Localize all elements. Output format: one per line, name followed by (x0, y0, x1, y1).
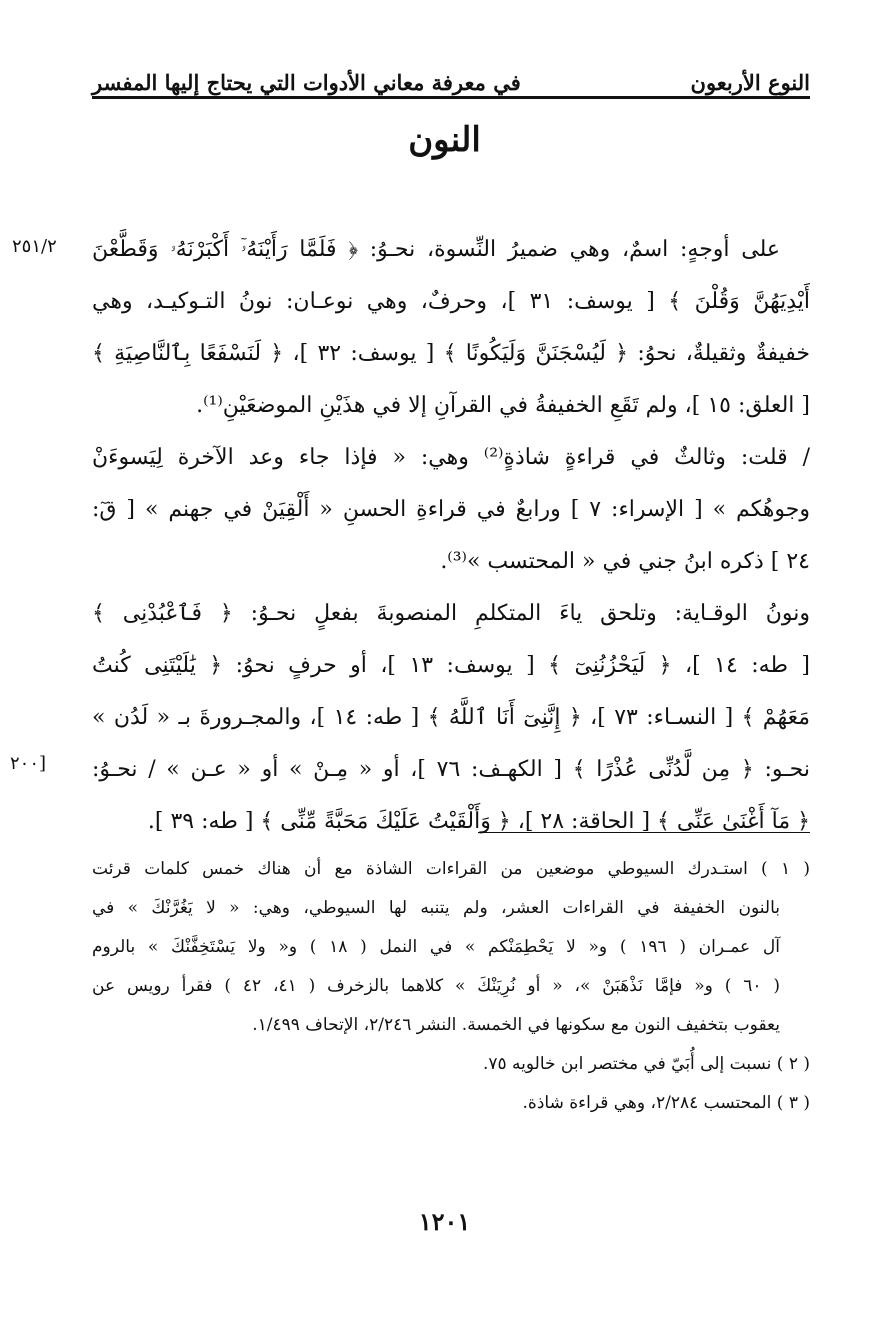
body-text (92, 224, 810, 848)
body-line: نحـو: ﴿ مِن لَّدُنِّى عُذْرًا ﴾ [ الكهـف: ٧٦ ]، أو « مِـنْ » أو « عـن » / نحـوُ: (92, 757, 810, 782)
running-header (92, 55, 810, 95)
chapter-title: النون (408, 120, 481, 160)
body-line: وجوهُكم » [ الإسراء: ٧ ] ورابعٌ في قراءةِ الحسنِ « أَلْقِيَنْ في جهنم » [ قٓ: (92, 497, 810, 522)
margin-note: ٢٥١/٢ (12, 236, 57, 257)
footnote-line: ( ٣ ) المحتسب ٢/٢٨٤، وهي قراءة شاذة. (522, 1093, 810, 1113)
footnote-separator (478, 832, 810, 833)
header-topic: في معرفة معاني الأدوات التي يحتاج إليها المفسر (92, 70, 521, 95)
margin-note: [٢٠٠ (10, 753, 47, 774)
footnote-line: ( ١ ) استـدرك السيوطي موضعين من القراءات الشاذة مع أن هناك خمس كلمات قرئت (92, 859, 810, 879)
body-line: [ العلق: ١٥ ]، ولم تَقَعِ الخفيفةُ في القرآنِ إلا في هذَيْنِ الموضعَيْنِ⁽¹⁾. (196, 393, 810, 418)
page-number: ١٢٠١ (418, 1207, 471, 1236)
footnote-line: ( ٦٠ ) و« فإمَّا نَذْهَبَنْ »، « أو نُرِيَنْكَ » كلاهما بالزخرف ( ٤١، ٤٢ ) فقرأ رويس عن (92, 976, 780, 996)
footnote-line: آل عمـران ( ١٩٦ ) و« لا يَحْطِمَنْكم » في النمل ( ١٨ ) و« ولا يَسْتَخِفَّنْكَ » بالروم (92, 937, 780, 957)
body-line: على أوجهٍ: اسمٌ، وهي ضميرُ النِّسوة، نحـوُ: ﴿ فَلَمَّا رَأَيْنَهُۥٓ أَكْبَرْنَهُۥ وَقَطَّعْنَ (92, 237, 780, 262)
footnotes (92, 850, 810, 1123)
body-line: أَيْدِيَهُنَّ وَقُلْنَ ﴾ [ يوسف: ٣١ ]، وحرفٌ، وهي نوعـان: نونُ التـوكيـد، وهي (92, 289, 810, 314)
body-line: ونونُ الوقـاية: وتلحق ياءَ المتكلمِ المنصوبةَ بفعلٍ نحـوُ: ﴿ فَٱعْبُدْنِى ﴾ (92, 601, 810, 626)
header-rule (92, 96, 810, 99)
header-chapter: النوع الأربعون (690, 70, 810, 95)
body-line: خفيفةٌ وثقيلةٌ، نحوُ: ﴿ لَيُسْجَنَنَّ وَلَيَكُونًا ﴾ [ يوسف: ٣٢ ]، ﴿ لَنَسْفَعًا بِٱلنَّاصِيَةِ ﴾ (92, 341, 810, 366)
footnote-line: ( ٢ ) نسبت إلى أُبَيّ في مختصر ابن خالويه ٧٥. (482, 1054, 810, 1074)
body-line: ٢٤ ] ذكره ابنُ جني في « المحتسب »⁽³⁾. (440, 549, 810, 574)
footnote-line: بالنون الخفيفة في القراءات العشر، ولم يتنبه لها السيوطي، وهي: « لا يَغُرَّنْكَ » في (92, 898, 780, 918)
body-line: ﴿ مَآ أَغْنَىٰ عَنِّى ﴾ [ الحاقة: ٢٨ ]، ﴿ وَأَلْقَيْتُ عَلَيْكَ مَحَبَّةً مِّنِّى ﴾ [ طه: ٣٩ ]. (147, 809, 810, 834)
footnote-line: يعقوب بتخفيف النون مع سكونها في الخمسة. النشر ٢/٢٤٦، الإتحاف ١/٤٩٩. (252, 1015, 780, 1035)
body-line: مَعَهُمْ ﴾ [ النسـاء: ٧٣ ]، ﴿ إِنَّنِىٓ أَنَا ٱللَّهُ ﴾ [ طه: ١٤ ]، والمجـرورةَ بـ « لَدُن » (92, 705, 810, 730)
body-line: / قلت: وثالثٌ في قراءةٍ شاذةٍ⁽²⁾ وهي: « فإذا جاء وعد الآخرة لِيَسوءَنْ (92, 445, 810, 470)
body-line: [ طه: ١٤ ]، ﴿ لَيَحْزُنُنِىٓ ﴾ [ يوسف: ١٣ ]، أو حرفٍ نحوُ: ﴿ يَٰلَيْتَنِى كُنتُ (92, 653, 810, 678)
